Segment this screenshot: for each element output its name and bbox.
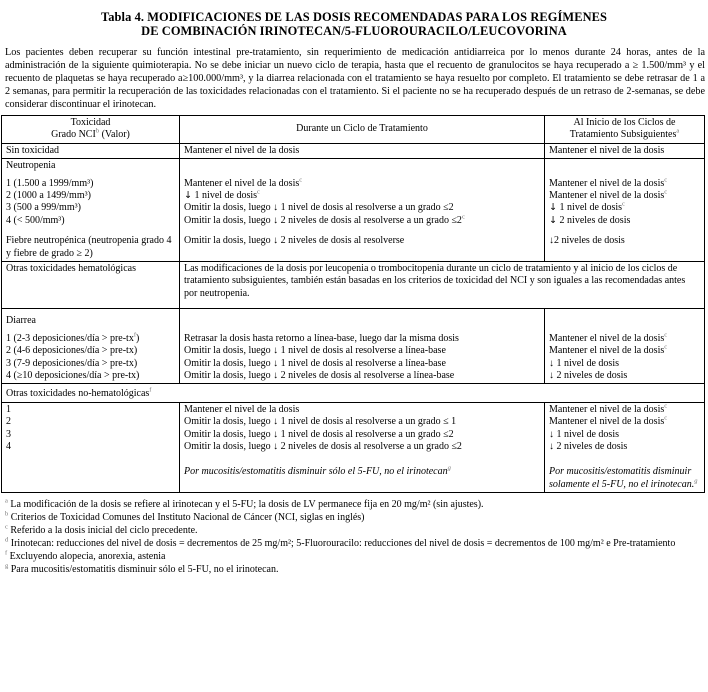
- row-sin-toxicidad: Sin toxicidad Mantener el nivel de la dosis Mantener el nivel de la dosis: [2, 143, 705, 158]
- sin-toxicidad-label: Sin toxicidad: [2, 143, 180, 158]
- intro-paragraph: Los pacientes deben recuperar su función intestinal pre-tratamiento, sin requerimiento de medicación antidiarreica por lo menos durante 24 horas, antes de la administración de la siguiente quimioterapia. No se debe iniciar un nuevo ciclo de terapia, hasta que el recuento de granulocitos se haya recuperado a ≥ 1.500/mm³ y el recuento de plaquetas se haya recuperado a≥100.000/mm³, y la diarrea relacionada con el tratamiento se haya resuelto por completo. El tratamiento se debe retrasar de 1 a 2 semanas, para permitir la recuperación de las toxicidades relacionadas con el tratamiento. Si el paciente no se ha recuperado después de un retraso de 2-semanas, se debe considerar discontinuar el irinotecan.: [5, 47, 705, 110]
- title-line-1: Tabla 4. MODIFICACIONES DE LAS DOSIS RECOMENDADAS PARA LOS REGÍMENES: [101, 10, 607, 24]
- row-neutropenia: Neutropenia 1 (1.500 a 1999/mm³) 2 (1000 a 1499/mm³) 3 (500 a 999/mm³) 4 (< 500/mm³) Fiebre neutropénica (neutropenia grado 4 y fiebre de grado ≥ 2) Mantener el nivel de la dosis$^c$ ↓ 1 nivel de dosis$^c$ Omitir la dosis, luego ↓ 1 nivel de dosis al resolverse a un grado ≤2 Omitir la dosis, luego ↓ 2 niveles de dosis al resolverse a un grado $\le 2^c$ Omitir la dosis, luego ↓ 2 niveles de dosis al resolverse Mantener el nivel de la dosis$^c$ Mantener el nivel de la dosis$^c$ ↓ 1 nivel de dosis$^c$ ↓ 2 niveles de dosis ↓2 niveles de dosis: [2, 159, 705, 262]
- footnote-c: $^c$ Referido a la dosis inicial del ciclo precedente.: [5, 523, 198, 537]
- footnotes: [5, 498, 708, 576]
- footnote-a: $^a$ La modificación de la dosis se refiere al irinotecan y el 5-FU; la dosis de LV permanece fija en 20 mg/m² (sin ajustes).: [5, 497, 484, 511]
- footnote-b: $^b$ Criterios de Toxicidad Comunes del Instituto Nacional de Cáncer (NCI, siglas en inglés): [5, 510, 365, 524]
- footnote-f: $^f$ Excluyendo alopecia, anorexia, astenia: [5, 549, 166, 563]
- otras-no-hemato-label: Otras toxicidades no-hematológicas: [6, 388, 150, 400]
- table-title: [0, 0, 708, 38]
- otras-hemato-label: Otras toxicidades hematológicas: [2, 262, 180, 309]
- title-line-2: DE COMBINACIÓN IRINOTECAN/5-FLUOROURACILO/LEUCOVORINA: [141, 24, 567, 38]
- header-during-cycle: Durante un Ciclo de Tratamiento: [180, 116, 545, 144]
- header-toxicity: Toxicidad Grado NCI$^b$ (Valor): [2, 116, 180, 144]
- row-otras-no-hematologicas-label: Otras toxicidades no-hematológicas$^f$: [2, 384, 705, 402]
- diarrea-label: Diarrea: [6, 315, 36, 327]
- neutropenia-label: Neutropenia: [6, 160, 56, 172]
- row-otras-hematologicas: Otras toxicidades hematológicas Las modificaciones de la dosis por leucopenia o trombocitopenia durante un ciclo de tratamiento y al inicio de los ciclos de tratamiento subsiguientes, también están basadas en los criterios de toxicidad del NCI y son iguales a las recomendadas antes por neutropenia.: [2, 262, 705, 309]
- row-otras-no-hematologicas: 1 2 3 4 Mantener el nivel de la dosis Omitir la dosis, luego ↓ 1 nivel de dosis al resolverse a un grado ≤ 1 Omitir la dosis, luego ↓ 1 nivel de dosis al resolverse a un grado ≤2 Omitir la dosis, luego ↓ 2 niveles de dosis al resolverse a un grado ≤2 Por mucositis/estomatitis disminuir sólo el 5-FU, no el irinotecan$^g$ Mantener el nivel de la dosis$^c$ Mantener el nivel de la dosis$^c$ ↓ 1 nivel de dosis ↓ 2 niveles de dosis Por mucositis/estomatitis disminuir solamente el 5-FU, no el irinotecan.$^g$: [2, 402, 705, 492]
- footnote-d: $^d$ Irinotecan: reducciones del nivel de dosis = decrementos de 25 mg/m²; 5-Fluorouracilo: reducciones del nivel de dosis = decrementos de 100 mg/m² e Pre-tratamiento: [5, 536, 676, 550]
- header-row: [2, 116, 705, 144]
- header-start-cycles: Al Inicio de los Ciclos de Tratamiento Subsiguientes$^a$: [545, 116, 705, 144]
- row-diarrea: Diarrea 1 (2-3 deposiciones/día > pre-$tx^f$) 2 (4-6 deposiciones/día > pre-tx) 3 (7-9 deposiciones/día > pre-tx) 4 (≥10 deposiciones/día > pre-tx) Retrasar la dosis hasta retorno a línea-base, luego dar la misma dosis Omitir la dosis, luego ↓ 1 nivel de dosis al resolverse a línea-base Omitir la dosis, luego ↓ 1 nivel de dosis al resolverse a línea-base Omitir la dosis, luego ↓ 2 niveles de dosis al resolverse a línea-base Mantener el nivel de la dosis$^c$ Mantener el nivel de la dosis$^c$ ↓ 1 nivel de dosis ↓ 2 niveles de dosis: [2, 309, 705, 384]
- dose-modification-table: [1, 115, 705, 493]
- footnote-g: $^g$ Para mucositis/estomatitis disminuir sólo el 5-FU, no el irinotecan.: [5, 562, 279, 576]
